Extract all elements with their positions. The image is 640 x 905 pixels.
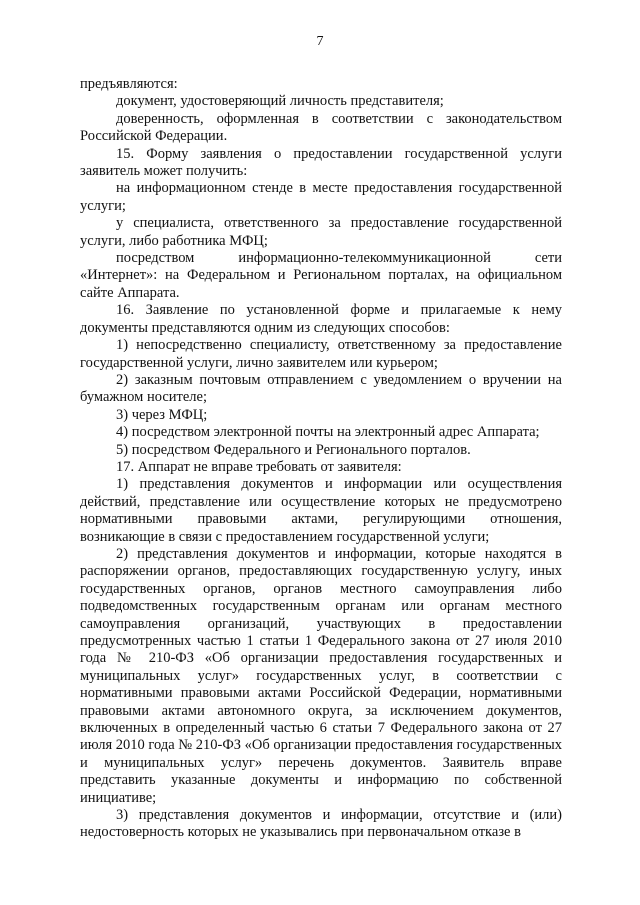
paragraph: 5) посредством Федерального и Регионального порталов. [116,441,471,458]
page-number: 7 [316,34,324,49]
paragraph: 4) посредством электронной почты на электронный адрес Аппарата; [116,424,540,441]
paragraph: 15. Форму заявления о предоставлении государственной услуги заявитель может получить: [80,145,562,180]
paragraph: на информационном стенде в месте предоставления государственной услуги; [80,180,562,214]
paragraph: 1) представления документов и информации или осуществления действий, представление или осуществление которых не предусмотрено нормативными правовыми актами, регулирующими отношения, возникающие в связи с предоставлением государственной услуги; [80,476,562,545]
paragraph: документ, удостоверяющий личность представителя; [116,93,444,110]
paragraph: 3) представления документов и информации, отсутствие и (или) недостоверность которых не указывались при первоначальном отказе в [80,807,562,841]
paragraph: посредством информационно-телекоммуникационной сети «Интернет»: на Федеральном и Региональном порталах, на официальном сайте Аппарата. [80,250,562,301]
paragraph: 1) непосредственно специалисту, ответственному за предоставление государственной услуги, лично заявителем или курьером; [80,337,562,371]
paragraph: у специалиста, ответственного за предоставление государственной услуги, либо работника МФЦ; [80,215,562,249]
paragraph: 3) через МФЦ; [116,406,208,423]
paragraph: 17. Аппарат не вправе требовать от заявителя: [116,458,402,475]
paragraph: 16. Заявление по установленной форме и прилагаемые к нему документы представляются одним из следующих способов: [80,302,562,336]
document-body [80,76,562,842]
paragraph: 2) представления документов и информации, которые находятся в распоряжении органов, предоставляющих государственную услугу, иных государственных органов, органов местного самоуправления либо подведомственных государственным органам или органам местного самоуправления организаций, участвующих в предоставлении предусмотренных частью 1 статьи 1 Федерального закона от 27 июля 2010 года № 210-ФЗ «Об организации предоставления государственных и муниципальных услуг» государственных услуг, в соответствии с нормативными правовыми актами Российской Федерации, нормативными правовыми актами автономного округа, за исключением документов, включенных в определенный частью 6 статьи 7 Федерального закона от 27 июля 2010 года № 210-ФЗ «Об организации предоставления государственных и муниципальных услуг» перечень документов. Заявитель вправе представить указанные документы и информацию по собственной инициативе; [80,545,562,806]
paragraph: предъявляются: [80,76,178,92]
paragraph: доверенность, оформленная в соответствии с законодательством Российской Федерации. [80,110,562,145]
paragraph: 2) заказным почтовым отправлением с уведомлением о вручении на бумажном носителе; [80,371,562,406]
